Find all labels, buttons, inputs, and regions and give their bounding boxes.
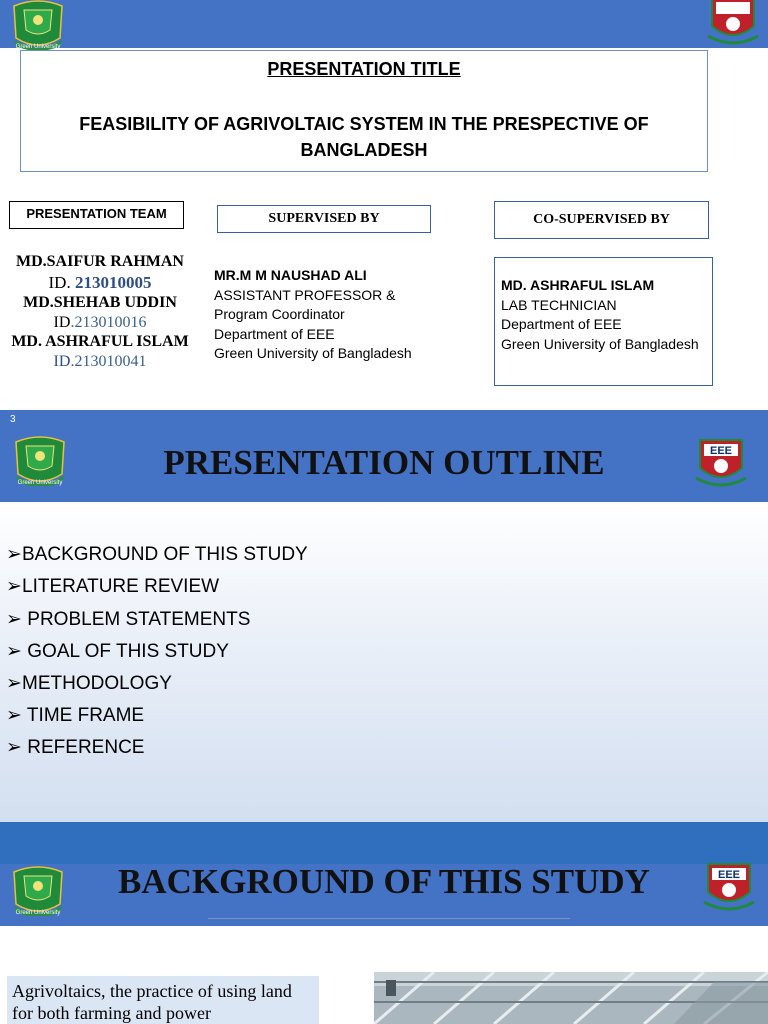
outline-item: ➢BACKGROUND OF THIS STUDY <box>6 544 308 565</box>
team-member-name: MD.SAIFUR RAHMAN <box>16 253 184 270</box>
eee-department-logo <box>704 0 762 50</box>
slide3-top-band <box>0 822 768 864</box>
svg-text:Green University: Green University <box>17 480 63 486</box>
team-member-id: ID. 213010005 <box>48 273 152 292</box>
supervisor-info <box>214 266 412 364</box>
title-box <box>20 50 708 172</box>
arrow-bullet-icon: ➢ <box>6 641 22 662</box>
outline-item: ➢ GOAL OF THIS STUDY <box>6 641 229 662</box>
supervisor-role-2: Program Coordinator <box>214 306 345 322</box>
green-university-logo <box>8 866 68 916</box>
svg-text:EEE: EEE <box>709 445 733 457</box>
arrow-bullet-icon: ➢ <box>6 609 22 630</box>
co-supervised-by-label: CO-SUPERVISED BY <box>494 201 709 239</box>
arrow-bullet-icon: ➢ <box>6 737 22 758</box>
background-text: Agrivoltaics, the practice of using land for both farming and power <box>12 981 292 1023</box>
arrow-bullet-icon: ➢ <box>6 673 22 694</box>
outline-item: ➢ PROBLEM STATEMENTS <box>6 609 251 630</box>
svg-text:EEE: EEE <box>717 869 741 881</box>
slide-number: 3 <box>10 414 16 425</box>
slide1-header-bar <box>0 0 768 48</box>
arrow-bullet-icon: ➢ <box>6 544 22 565</box>
team-member-name: MD. ASHRAFUL ISLAM <box>11 333 189 350</box>
svg-text:Green University: Green University <box>15 44 61 50</box>
supervisor-university: Green University of Bangladesh <box>214 345 412 361</box>
outline-item: ➢METHODOLOGY <box>6 673 172 694</box>
cosupervisor-university: Green University of Bangladesh <box>501 335 699 352</box>
green-university-logo <box>8 0 68 50</box>
presentation-title: FEASIBILITY OF AGRIVOLTAIC SYSTEM IN THE PRESPECTIVE OF BANGLADESH <box>79 114 649 160</box>
outline-item: ➢ TIME FRAME <box>6 705 145 726</box>
supervisor-name: MR.M M NAUSHAD ALI <box>214 267 367 283</box>
eee-department-logo <box>692 434 750 492</box>
cosupervisor-box <box>494 257 713 386</box>
team-member-id: ID.213010016 <box>53 314 147 331</box>
background-title: BACKGROUND OF THIS STUDY <box>118 862 650 901</box>
team-member-id: ID.213010041 <box>53 353 147 370</box>
arrow-bullet-icon: ➢ <box>6 576 22 597</box>
supervisor-role: ASSISTANT PROFESSOR & <box>214 286 396 303</box>
cosupervisor-role: LAB TECHNICIAN <box>501 296 617 313</box>
supervisor-department: Department of EEE <box>214 325 335 342</box>
outline-item: ➢LITERATURE REVIEW <box>6 576 220 597</box>
team-member-name: MD.SHEHAB UDDIN <box>23 294 177 311</box>
cosupervisor-department: Department of EEE <box>501 316 622 332</box>
svg-text:Green University: Green University <box>15 910 61 916</box>
outline-item: ➢ REFERENCE <box>6 737 145 758</box>
supervised-by-label: SUPERVISED BY <box>217 205 431 233</box>
title-divider <box>208 918 570 919</box>
eee-department-logo <box>700 858 758 916</box>
outline-title: PRESENTATION OUTLINE <box>163 443 605 482</box>
arrow-bullet-icon: ➢ <box>6 705 22 726</box>
agrivoltaic-greenhouse-image <box>374 972 768 1024</box>
cosupervisor-info <box>501 276 699 354</box>
background-text-box <box>7 976 319 1024</box>
cosupervisor-name: MD. ASHRAFUL ISLAM <box>501 277 655 293</box>
green-university-logo <box>10 436 70 486</box>
presentation-team-label: PRESENTATION TEAM <box>9 201 184 229</box>
title-heading: PRESENTATION TITLE <box>267 59 461 79</box>
